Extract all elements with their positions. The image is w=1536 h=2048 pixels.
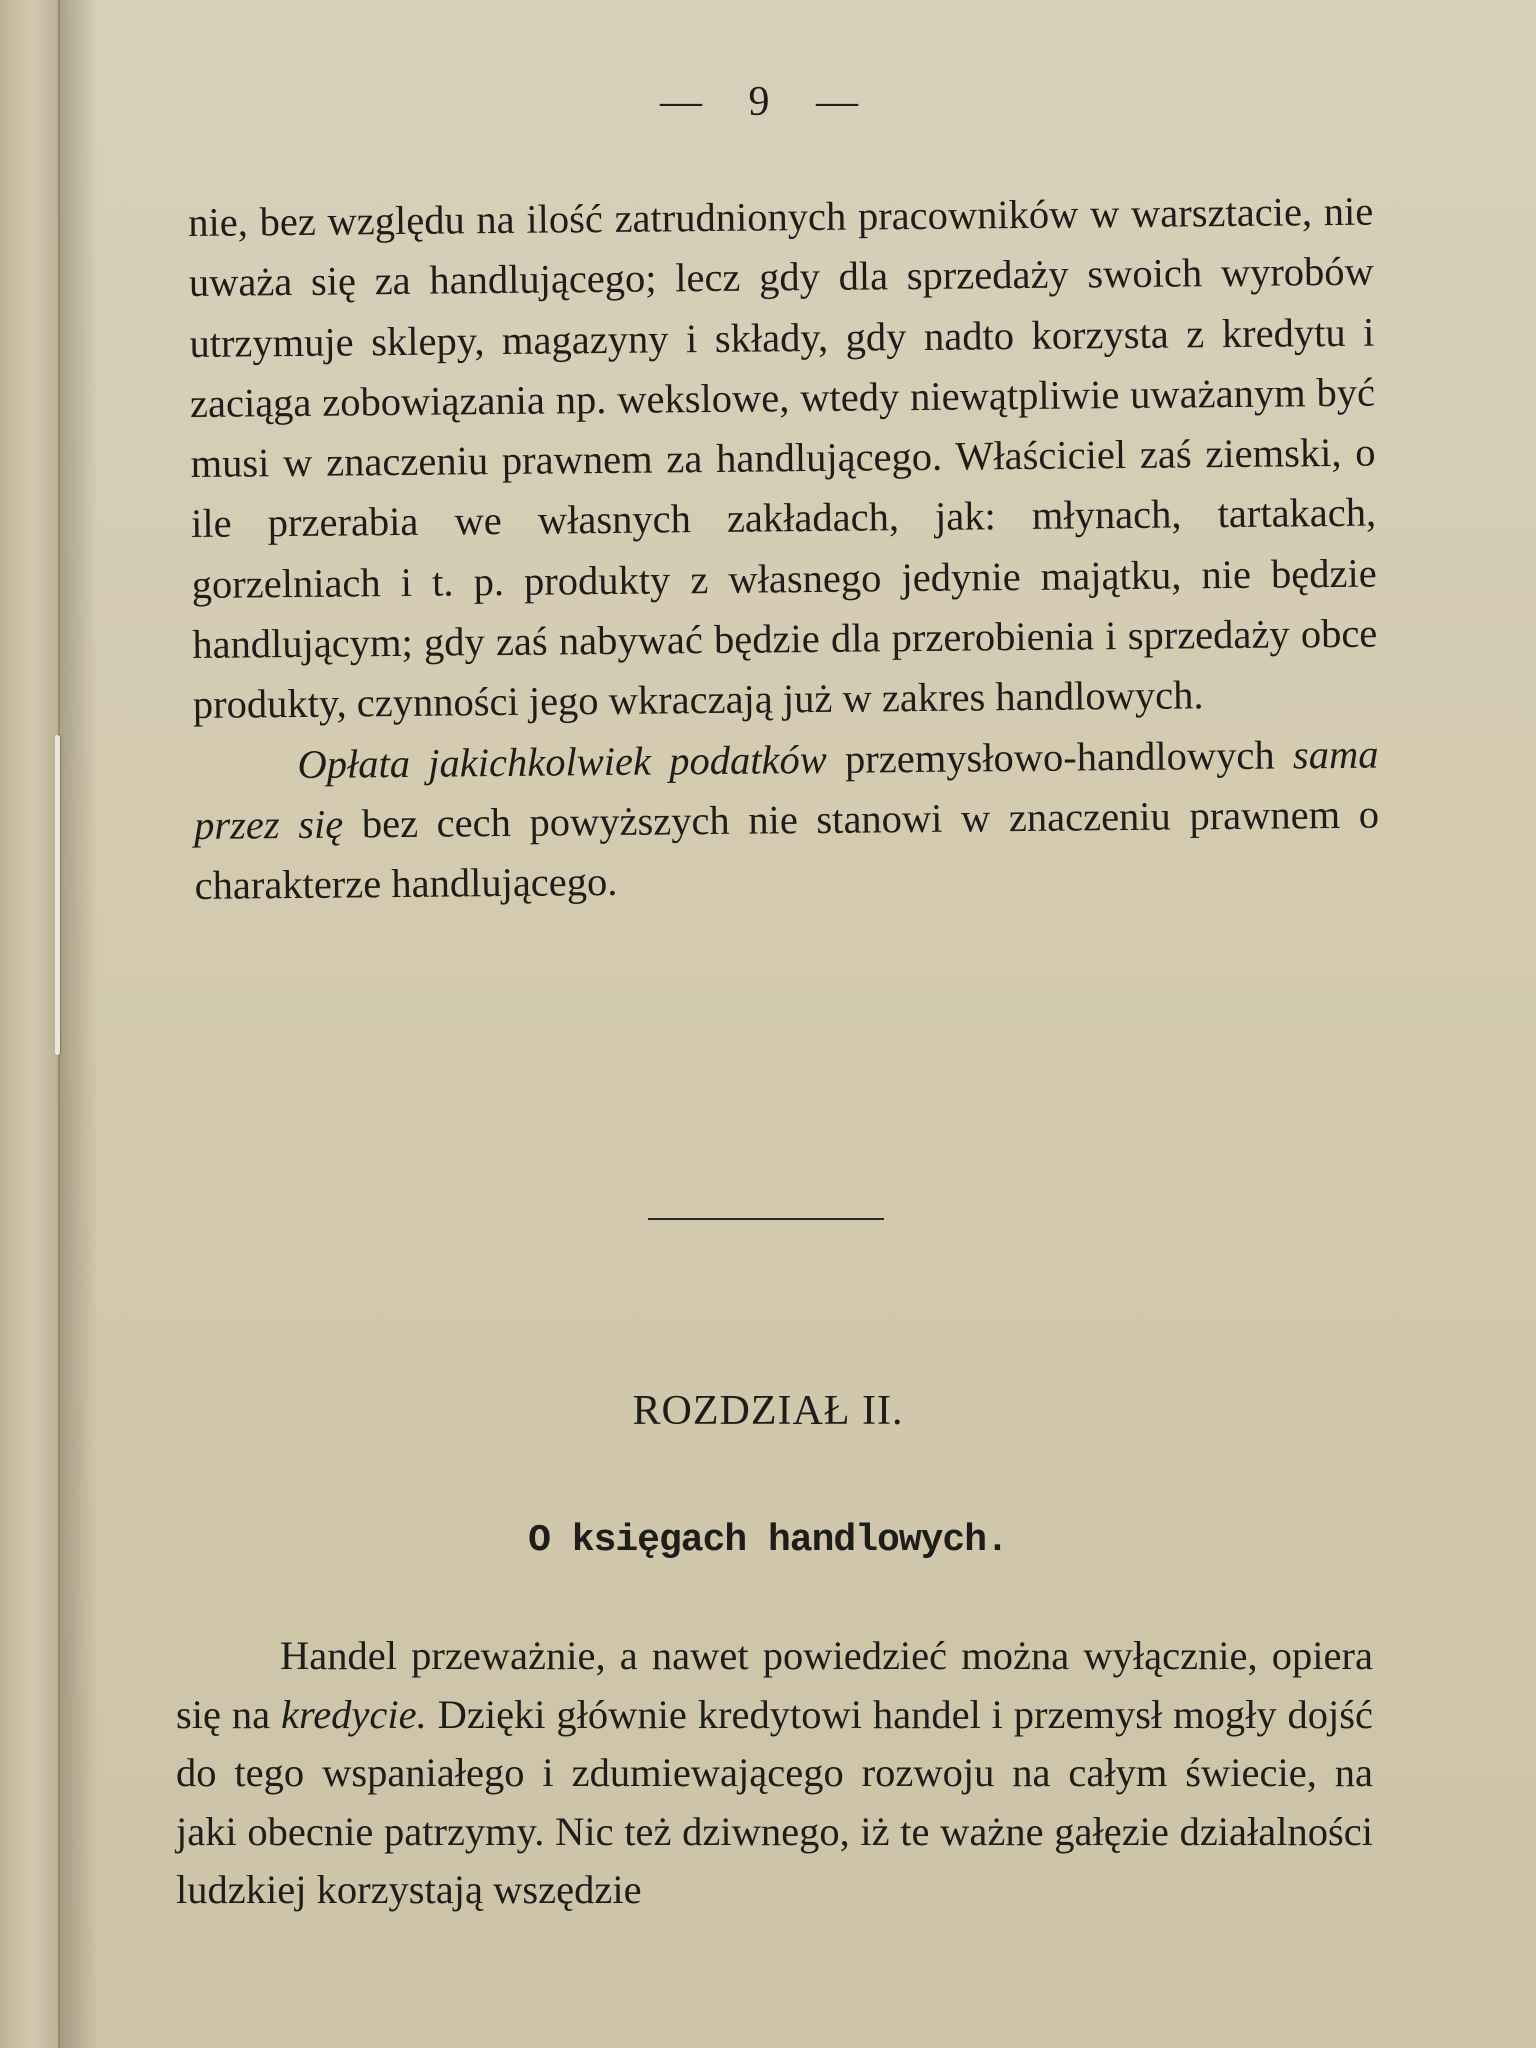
text-run: Dzięki głównie kredytowi handel i przemysł mogły dojść do tego wspaniałego i zdumiewającego rozwoju na całym świecie, na jaki obecnie patrzymy. Nic też dziwnego, iż te ważne gałęzie działalności ludzkiej korzystają wszędzie — [176, 1691, 1373, 1912]
main-text — [188, 182, 1380, 917]
book-gutter — [0, 0, 60, 2048]
italic-phrase: sama przez się — [193, 731, 1379, 848]
paragraph-credit — [176, 1627, 1373, 1920]
paragraph-fee — [193, 724, 1380, 916]
italic-phrase: kredycie. — [280, 1691, 427, 1737]
text-run: Handel przeważnie, a nawet powiedzieć można wyłącznie, opiera się na — [176, 1633, 1373, 1737]
binding-thread — [55, 735, 60, 1055]
text-run: bez cech powyższych nie stanowi w znaczeniu prawnem o charakterze handlującego. — [194, 791, 1380, 909]
spine-shadow — [58, 0, 98, 2048]
chapter-text — [176, 1627, 1373, 1920]
text-run: przemysłowo-handlowych — [826, 732, 1294, 782]
section-divider — [648, 1218, 884, 1220]
section-title: O księgach handlowych. — [528, 1519, 1008, 1562]
paragraph-continued: nie, bez względu na ilość zatrudnionych pracowników w warsztacie, nie uważa się za handlującego; lecz gdy dla sprzedaży swoich wyrobów utrzymuje sklepy, magazyny i składy, gdy nadto korzysta z kredytu i zaciąga zobowiązania np. wekslowe, wtedy niewątpliwie uważanym być musi w znaczeniu prawnem za handlującego. Właściciel zaś ziemski, o ile przerabia we własnych zakładach, jak: młynach, tartakach, gorzelniach i t. p. produkty z własnego jedynie majątku, nie będzie handlującym; gdy zaś nabywać będzie dla przerobienia i sprzedaży obce produkty, czynności jego wkraczają już w zakres handlowych. — [188, 188, 1378, 728]
italic-phrase: Opłata jakichkolwiek podatków — [297, 736, 827, 787]
chapter-title: ROZDZIAŁ II. — [632, 1388, 904, 1434]
page-number: — 9 — — [660, 79, 876, 125]
